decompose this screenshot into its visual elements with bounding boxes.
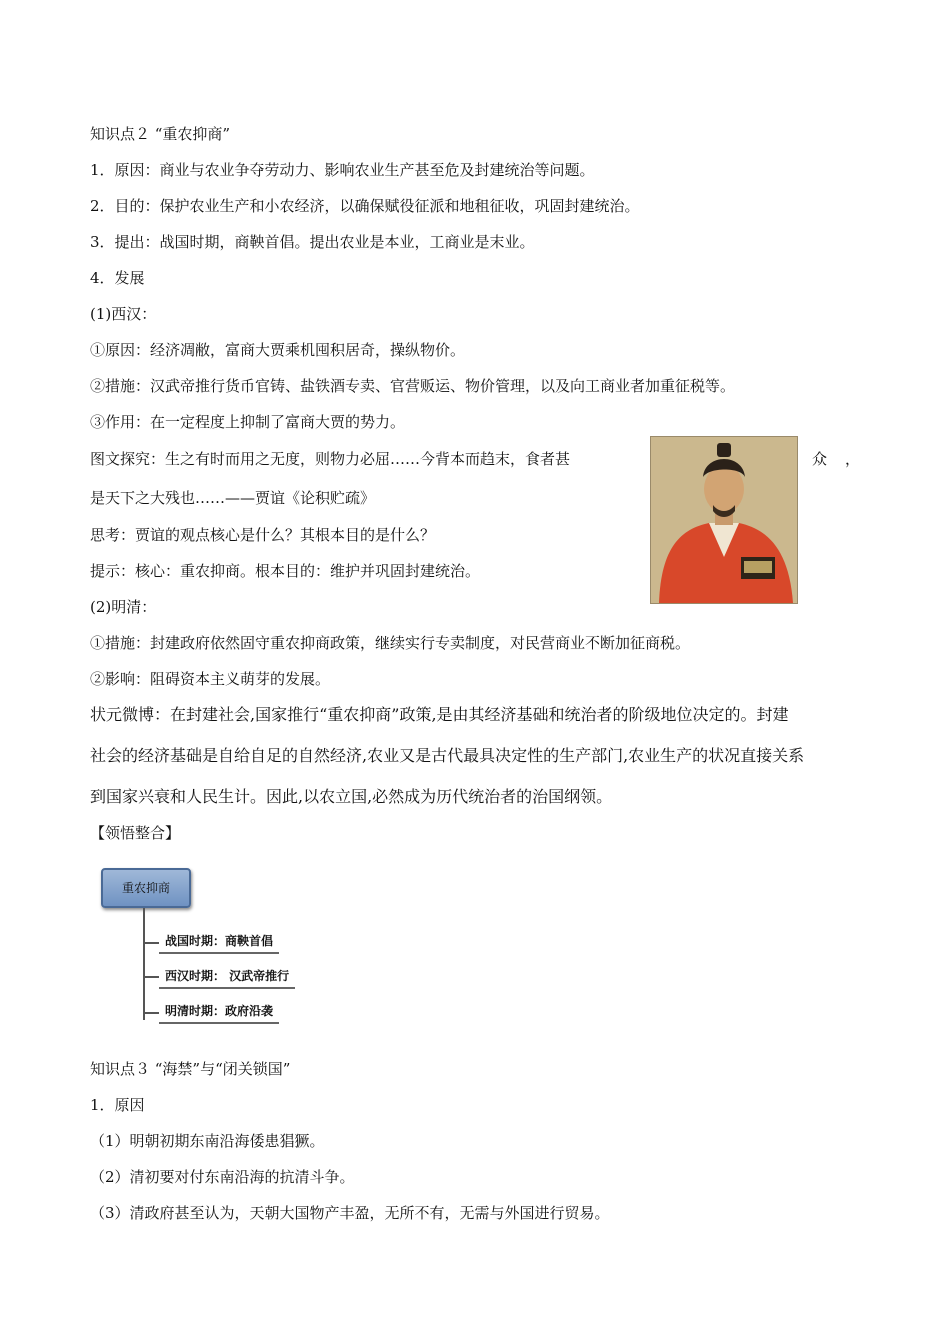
- picture-inquiry-line1: 图文探究：生之有时而用之无度，则物力必屈……今背本而趋末，食者甚: [90, 450, 571, 468]
- line-origin: 3．提出：战国时期，商鞅首倡。提出农业是本业，工商业是末业。: [90, 233, 535, 251]
- line-reason: 1．原因：商业与农业争夺劳动力、影响农业生产甚至危及封建统治等问题。: [90, 161, 595, 179]
- picture-inquiry-line1-comma: ，: [845, 450, 861, 468]
- jia-yi-portrait-image: [650, 436, 798, 604]
- mindmap-item-western-han: 西汉时期： 汉武帝推行: [159, 965, 295, 989]
- xihan-effect: ③作用：在一定程度上抑制了富商大贾的势力。: [90, 413, 406, 431]
- mindmap-root: 重农抑商: [101, 868, 191, 908]
- picture-inquiry-line2: 是天下之大残也……——贾谊《论积贮疏》: [90, 489, 376, 507]
- mingqing-impact: ②影响：阻碍资本主义萌芽的发展。: [90, 670, 331, 688]
- xihan-reason: ①原因：经济凋敝，富商大贾乘机囤积居奇，操纵物价。: [90, 341, 466, 359]
- section3-reason-2: （2）清初要对付东南沿海的抗清斗争。: [90, 1168, 355, 1186]
- mindmap-item-ming-qing: 明清时期：政府沿袭: [159, 1000, 279, 1024]
- section3-reason-3: （3）清政府甚至认为，天朝大国物产丰盈，无所不有，无需与外国进行贸易。: [90, 1204, 610, 1222]
- think-question: 思考：贾谊的观点核心是什么？其根本目的是什么？: [90, 526, 436, 544]
- mindmap-branch-line: [143, 942, 159, 944]
- mindmap-diagram: [95, 860, 325, 1030]
- mindmap-branch-line: [143, 976, 159, 978]
- mingqing-measures: ①措施：封建政府依然固守重农抑商政策，继续实行专卖制度，对民营商业不断加征商税。: [90, 634, 691, 652]
- weibo-line3: 到国家兴衰和人民生计。因此,以农立国,必然成为历代统治者的治国纲领。: [90, 787, 613, 806]
- line-development: 4．发展: [90, 269, 145, 287]
- mingqing-heading: (2)明清：: [90, 598, 157, 616]
- hint-answer: 提示：核心：重农抑商。根本目的：维护并巩固封建统治。: [90, 562, 481, 580]
- summary-heading: 【领悟整合】: [90, 824, 181, 842]
- xihan-measures: ②措施：汉武帝推行货币官铸、盐铁酒专卖、官营贩运、物价管理，以及向工商业者加重征税等。: [90, 377, 736, 395]
- picture-inquiry-line1-tail: 众: [812, 450, 828, 468]
- section3-title: 知识点３ “海禁”与“闭关锁国”: [90, 1060, 291, 1078]
- xihan-heading: (1)西汉：: [90, 305, 157, 323]
- mindmap-trunk-line: [143, 908, 145, 1020]
- section3-reason: 1．原因: [90, 1096, 145, 1114]
- mindmap-branch-line: [143, 1012, 159, 1014]
- mindmap-item-warring-states: 战国时期：商鞅首倡: [159, 930, 279, 954]
- line-purpose: 2．目的：保护农业生产和小农经济，以确保赋役征派和地租征收，巩固封建统治。: [90, 197, 640, 215]
- section3-reason-1: （1）明朝初期东南沿海倭患猖獗。: [90, 1132, 325, 1150]
- weibo-line1: 状元微博：在封建社会,国家推行“重农抑商”政策,是由其经济基础和统治者的阶级地位决定的。封建: [90, 705, 789, 724]
- weibo-line2: 社会的经济基础是自给自足的自然经济,农业又是古代最具决定性的生产部门,农业生产的状况直接关系: [90, 746, 805, 765]
- section2-title: 知识点２ “重农抑商”: [90, 125, 231, 143]
